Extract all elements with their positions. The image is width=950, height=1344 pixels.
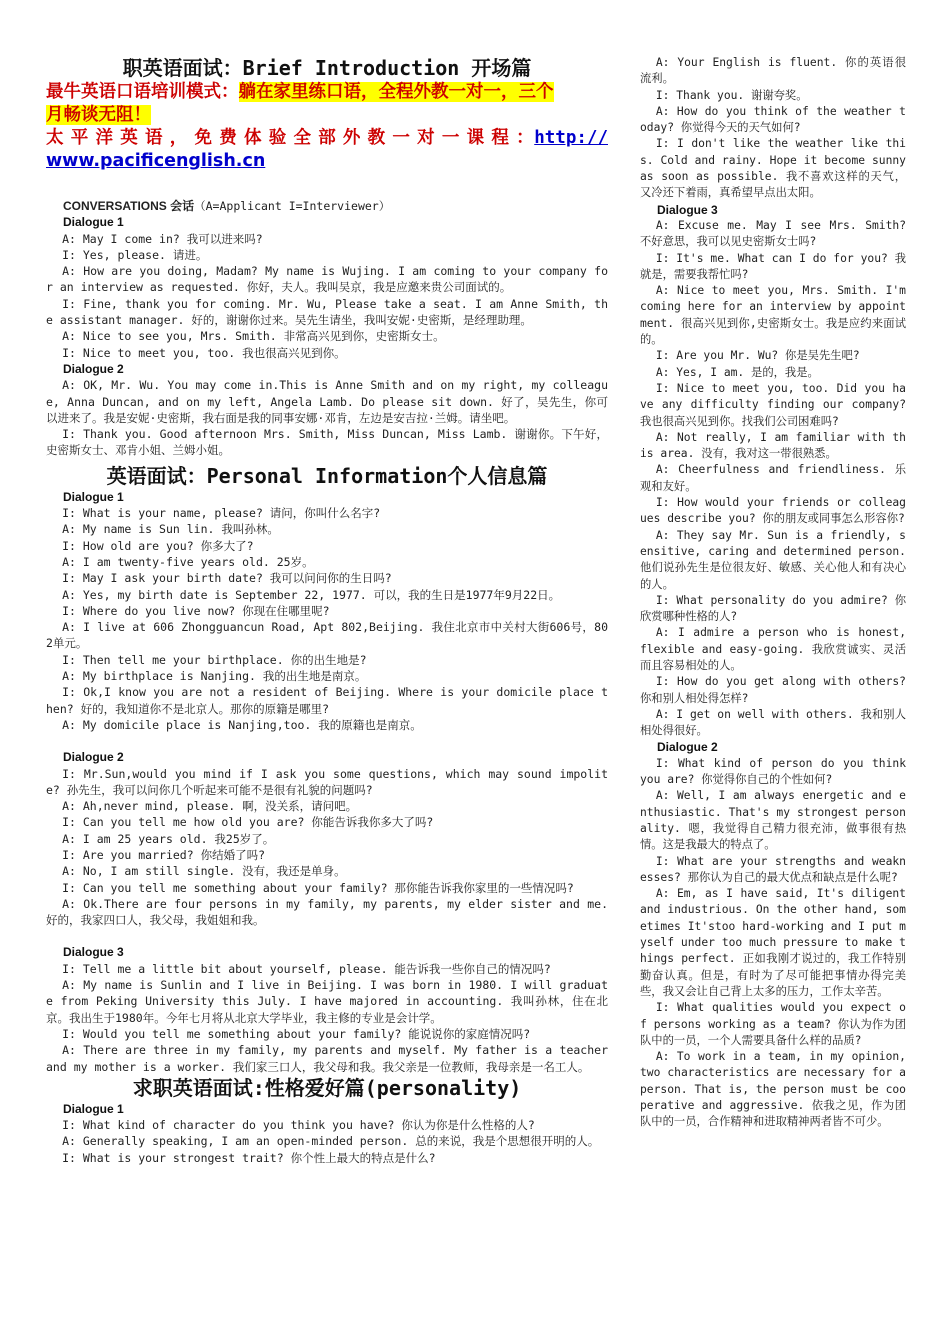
dialogue-line: A: Yes, I am. 是的，我是。 <box>655 365 819 379</box>
dialogue-line: I: Would you tell me something about your family? 能说说你的家庭情况吗? <box>62 1026 531 1041</box>
left-column <box>46 55 608 1166</box>
dialogue-line: A: How do you think of the weather today? 你觉得今天的天气如何? <box>640 104 906 135</box>
dialogue-line: A: My name is Sunlin and I live in Beijing. I was born in 1980. I will graduate from Peking University this July. I have majored in accounting. 我叫孙林，住在北京。我出生于1980年。今年七月将从北京大学毕业，我主修的专业是会计学。 <box>46 978 608 1025</box>
dialogue-line: A: I am twenty-five years old. 25岁。 <box>62 554 314 569</box>
dialogue-line: A: I admire a person who is honest, flexible and easy-going. 我欣赏诚实、灵活而且容易相处的人。 <box>640 626 906 672</box>
dialogue-line: I: It's me. What can I do for you? 我就是，需要我帮忙吗? <box>640 251 906 281</box>
conversations-label: CONVERSATIONS 会话 <box>63 199 195 213</box>
dialogue-line: I: Then tell me your birthplace. 你的出生地是? <box>62 652 367 667</box>
conversations-legend: （A=Applicant I=Interviewer） <box>194 199 391 213</box>
dialogue-lines <box>46 505 608 733</box>
conversations-heading <box>46 198 608 214</box>
dialogue-heading: Dialogue 1 <box>63 489 124 504</box>
promo-highlight-2: 月畅谈无阻！ <box>46 105 151 125</box>
dialogue-lines <box>46 961 608 1075</box>
dialogue-line: A: I live at 606 Zhongguancun Road, Apt 802,Beijing. 我住北京市中关村大街606号，802单元。 <box>46 620 608 651</box>
dialogue-line: I: Thank you. Good afternoon Mrs. Smith, Miss Duncan, Miss Lamb. 谢谢你。下午好，史密斯女士、邓肯小姐、兰姆小姐。 <box>46 427 608 458</box>
dialogue-heading: Dialogue 3 <box>657 202 718 217</box>
website-link-part2[interactable]: www.pacificenglish.cn <box>46 151 266 171</box>
dialogue-line: I: Tell me a little bit about yourself, please. 能告诉我一些你自己的情况吗? <box>62 961 551 976</box>
dialogue-line: A: They say Mr. Sun is a friendly, sensitive, caring and determined person. 他们说孙先生是位很友好、敏感、关心他人和有决心的人。 <box>640 528 906 591</box>
promo-text: 最牛英语口语培训模式： <box>46 82 239 102</box>
dialogue-line: A: Ah,never mind, please. 啊，没关系，请问吧。 <box>62 799 358 814</box>
spacer <box>46 733 608 749</box>
dialogue-heading: Dialogue 1 <box>63 215 124 230</box>
dialogue-line: I: What is your strongest trait? 你个性上最大的特点是什么? <box>62 1150 436 1165</box>
section-title-brief-introduction: 职英语面试：Brief Introduction 开场篇 <box>122 56 532 80</box>
dialogue-line: A: My name is Sun lin. 我叫孙林。 <box>62 522 279 537</box>
promo-highlight: 躺在家里练口语，全程外教一对一，三个 <box>238 82 554 102</box>
promo-offer-text: 太 平 洋 英 语 ， 免 费 体 验 全 部 外 教 一 对 一 课 程 ： <box>46 128 535 148</box>
dialogue-line: I: Can you tell me how old you are? 你能告诉我你多大了吗? <box>62 815 434 830</box>
section-title-personal-information: 英语面试：Personal Information个人信息篇 <box>106 463 548 488</box>
dialogue-line: I: What kind of person do you think you are? 你觉得你自己的个性如何? <box>640 756 906 787</box>
dialogue-line: A: My domicile place is Nanjing,too. 我的原籍也是南京。 <box>62 717 422 732</box>
dialogue-line: I: May I ask your birth date? 我可以问问你的生日吗? <box>62 571 392 586</box>
dialogue-line: A: Nice to meet you, Mrs. Smith. I'm coming here for an interview by appointment. 很高兴见到你,史密斯女士。我是应约来面试的。 <box>640 284 906 347</box>
dialogue-lines <box>640 756 906 1131</box>
dialogue-line: A: I am 25 years old. 我25岁了。 <box>62 831 275 846</box>
dialogue-heading: Dialogue 2 <box>63 750 124 765</box>
dialogue-lines <box>46 377 608 458</box>
dialogue-line: A: How are you doing, Madam? My name is Wujing. I am coming to your company for an interview as requested. 你好，夫人。我叫吴京，我是应邀来贵公司面试的。 <box>46 264 608 295</box>
promo-line <box>46 81 608 104</box>
dialogue-line: I: Fine, thank you for coming. Mr. Wu, Please take a seat. I am Anne Smith, the assistant manager. 好的，谢谢你过来。吴先生请坐，我叫安妮·史密斯，是经理助理。 <box>46 296 608 328</box>
dialogue-line: I: Where do you live now? 你现在住哪里呢? <box>62 603 330 618</box>
dialogue-line: A: My birthplace is Nanjing. 我的出生地是南京。 <box>62 669 367 684</box>
dialogue-line: A: OK, Mr. Wu. You may come in.This is Anne Smith and on my right, my colleague, Anna Duncan, and on my left, Angela Lamb. Do please sit down. 好了，吴先生，你可以进来了。我是安妮·史密斯，我右面是我的同事安娜·邓肯，左边是安吉拉·兰姆。请坐吧。 <box>46 378 608 425</box>
dialogue-heading: Dialogue 3 <box>63 945 124 960</box>
dialogue-lines <box>640 55 906 202</box>
dialogue-line: I: Thank you. 谢谢夸奖。 <box>655 88 808 102</box>
dialogue-line: I: How would your friends or colleagues describe you? 你的朋友或同事怎么形容你? <box>640 496 906 526</box>
dialogue-heading: Dialogue 2 <box>657 740 718 755</box>
dialogue-line: I: Nice to meet you, too. 我也很高兴见到你。 <box>62 345 346 360</box>
dialogue-line: I: I don't like the weather like this. Cold and rainy. Hope it become sunny as soon as possible. 我不喜欢这样的天气，又冷还下着雨，真希望早点出太阳。 <box>640 137 906 200</box>
dialogue-line: A: Cheerfulness and friendliness. 乐观和友好。 <box>640 463 906 493</box>
promo-line-2 <box>46 104 608 127</box>
dialogue-line: A: I get on well with others. 我和别人相处得很好。 <box>640 707 906 738</box>
dialogue-lines <box>46 766 608 929</box>
dialogue-heading: Dialogue 1 <box>63 1101 124 1116</box>
dialogue-line: I: Mr.Sun,would you mind if I ask you some questions, which may sound impolite? 孙先生，我可以问你几个听起来可能不是很有礼貌的问题吗? <box>46 766 608 797</box>
dialogue-line: I: What personality do you admire? 你欣赏哪种性格的人? <box>640 593 906 624</box>
dialogue-line: A: Well, I am always energetic and enthusiastic. That's my strongest personality. 嗯，我觉得自己精力很充沛，做事很有热情。这是我最大的特点了。 <box>640 789 906 852</box>
dialogue-line: I: What are your strengths and weaknesses? 那你认为自己的最大优点和缺点是什么呢? <box>640 854 906 884</box>
dialogue-line: A: Ok.There are four persons in my family, my parents, my elder sister and me. 好的，我家四口人，我父母，我姐姐和我。 <box>46 896 608 928</box>
dialogue-line: A: Excuse me. May I see Mrs. Smith? 不好意思，我可以见史密斯女士吗? <box>640 218 906 249</box>
dialogue-line: A: Yes, my birth date is September 22, 1977. 可以，我的生日是1977年9月22日。 <box>62 587 561 602</box>
dialogue-line: I: What qualities would you expect of persons working as a team? 你认为作为团队中的一员，一个人需要具备什么样的品质? <box>640 1001 906 1047</box>
dialogue-line: I: Ok,I know you are not a resident of Beijing. Where is your domicile place then? 好的，我知道你不是北京人。那你的原籍是哪里? <box>46 685 608 716</box>
dialogue-lines <box>640 218 906 740</box>
dialogue-lines <box>46 1117 608 1166</box>
website-link-part1[interactable]: http:// <box>534 128 608 148</box>
dialogue-lines <box>46 231 608 361</box>
dialogue-line: I: How old are you? 你多大了? <box>62 538 254 553</box>
dialogue-line: I: Are you married? 你结婚了吗? <box>62 847 265 862</box>
dialogue-line: A: May I come in? 我可以进来吗? <box>62 231 263 246</box>
dialogue-line: A: Nice to see you, Mrs. Smith. 非常高兴见到你，史密斯女士。 <box>62 329 445 344</box>
dialogue-line: A: To work in a team, in my opinion, two characteristics are necessary for a person. That is, the person must be cooperative and aggressive. 依我之见，作为团队中的一员，合作精神和进取精神两者皆不可少。 <box>640 1050 906 1129</box>
section-title-personality: 求职英语面试:性格爱好篇(personality) <box>132 1075 522 1100</box>
dialogue-line: A: Not really, I am familiar with this area. 没有，我对这一带很熟悉。 <box>640 430 906 461</box>
dialogue-line: A: Em, as I have said, It's diligent and industrious. On the other hand, sometimes It'stoo hard-working and I put myself under too much pressure to make things perfect. 正如我刚才说过的，我工作特别勤奋认真。但是，有时为了尽可能把事情办得完美些，我又会让自己背上太多的压力，工作太辛苦。 <box>640 887 906 998</box>
dialogue-line: I: Yes, please. 请进。 <box>62 247 208 262</box>
dialogue-line: A: Your English is fluent. 你的英语很流利。 <box>640 56 906 86</box>
dialogue-heading: Dialogue 2 <box>63 361 124 376</box>
dialogue-line: I: Can you tell me something about your family? 那你能告诉我你家里的一些情况吗? <box>62 880 574 895</box>
right-column <box>640 55 906 1131</box>
dialogue-line: I: How do you get along with others? 你和别人相处得怎样? <box>640 675 906 705</box>
dialogue-line: I: Nice to meet you, too. Did you have any difficulty finding our company? 我也很高兴见到你。找我们公司困难吗? <box>640 381 906 428</box>
dialogue-line: I: What is your name, please? 请问，你叫什么名字? <box>62 506 381 521</box>
dialogue-line: A: No, I am still single. 没有，我还是单身。 <box>62 864 346 879</box>
dialogue-line: I: Are you Mr. Wu? 你是吴先生吧? <box>655 349 860 363</box>
dialogue-line: I: What kind of character do you think you have? 你认为你是什么性格的人? <box>62 1118 535 1133</box>
dialogue-line: A: There are three in my family, my parents and myself. My father is a teacher and my mother is a worker. 我们家三口人，我父母和我。我父亲是一位教师，我母亲是一名工人。 <box>46 1043 608 1074</box>
spacer <box>46 928 608 944</box>
promo-offer-line <box>46 127 608 150</box>
dialogue-line: A: Generally speaking, I am an open-minded person. 总的来说，我是个思想很开明的人。 <box>62 1134 600 1149</box>
